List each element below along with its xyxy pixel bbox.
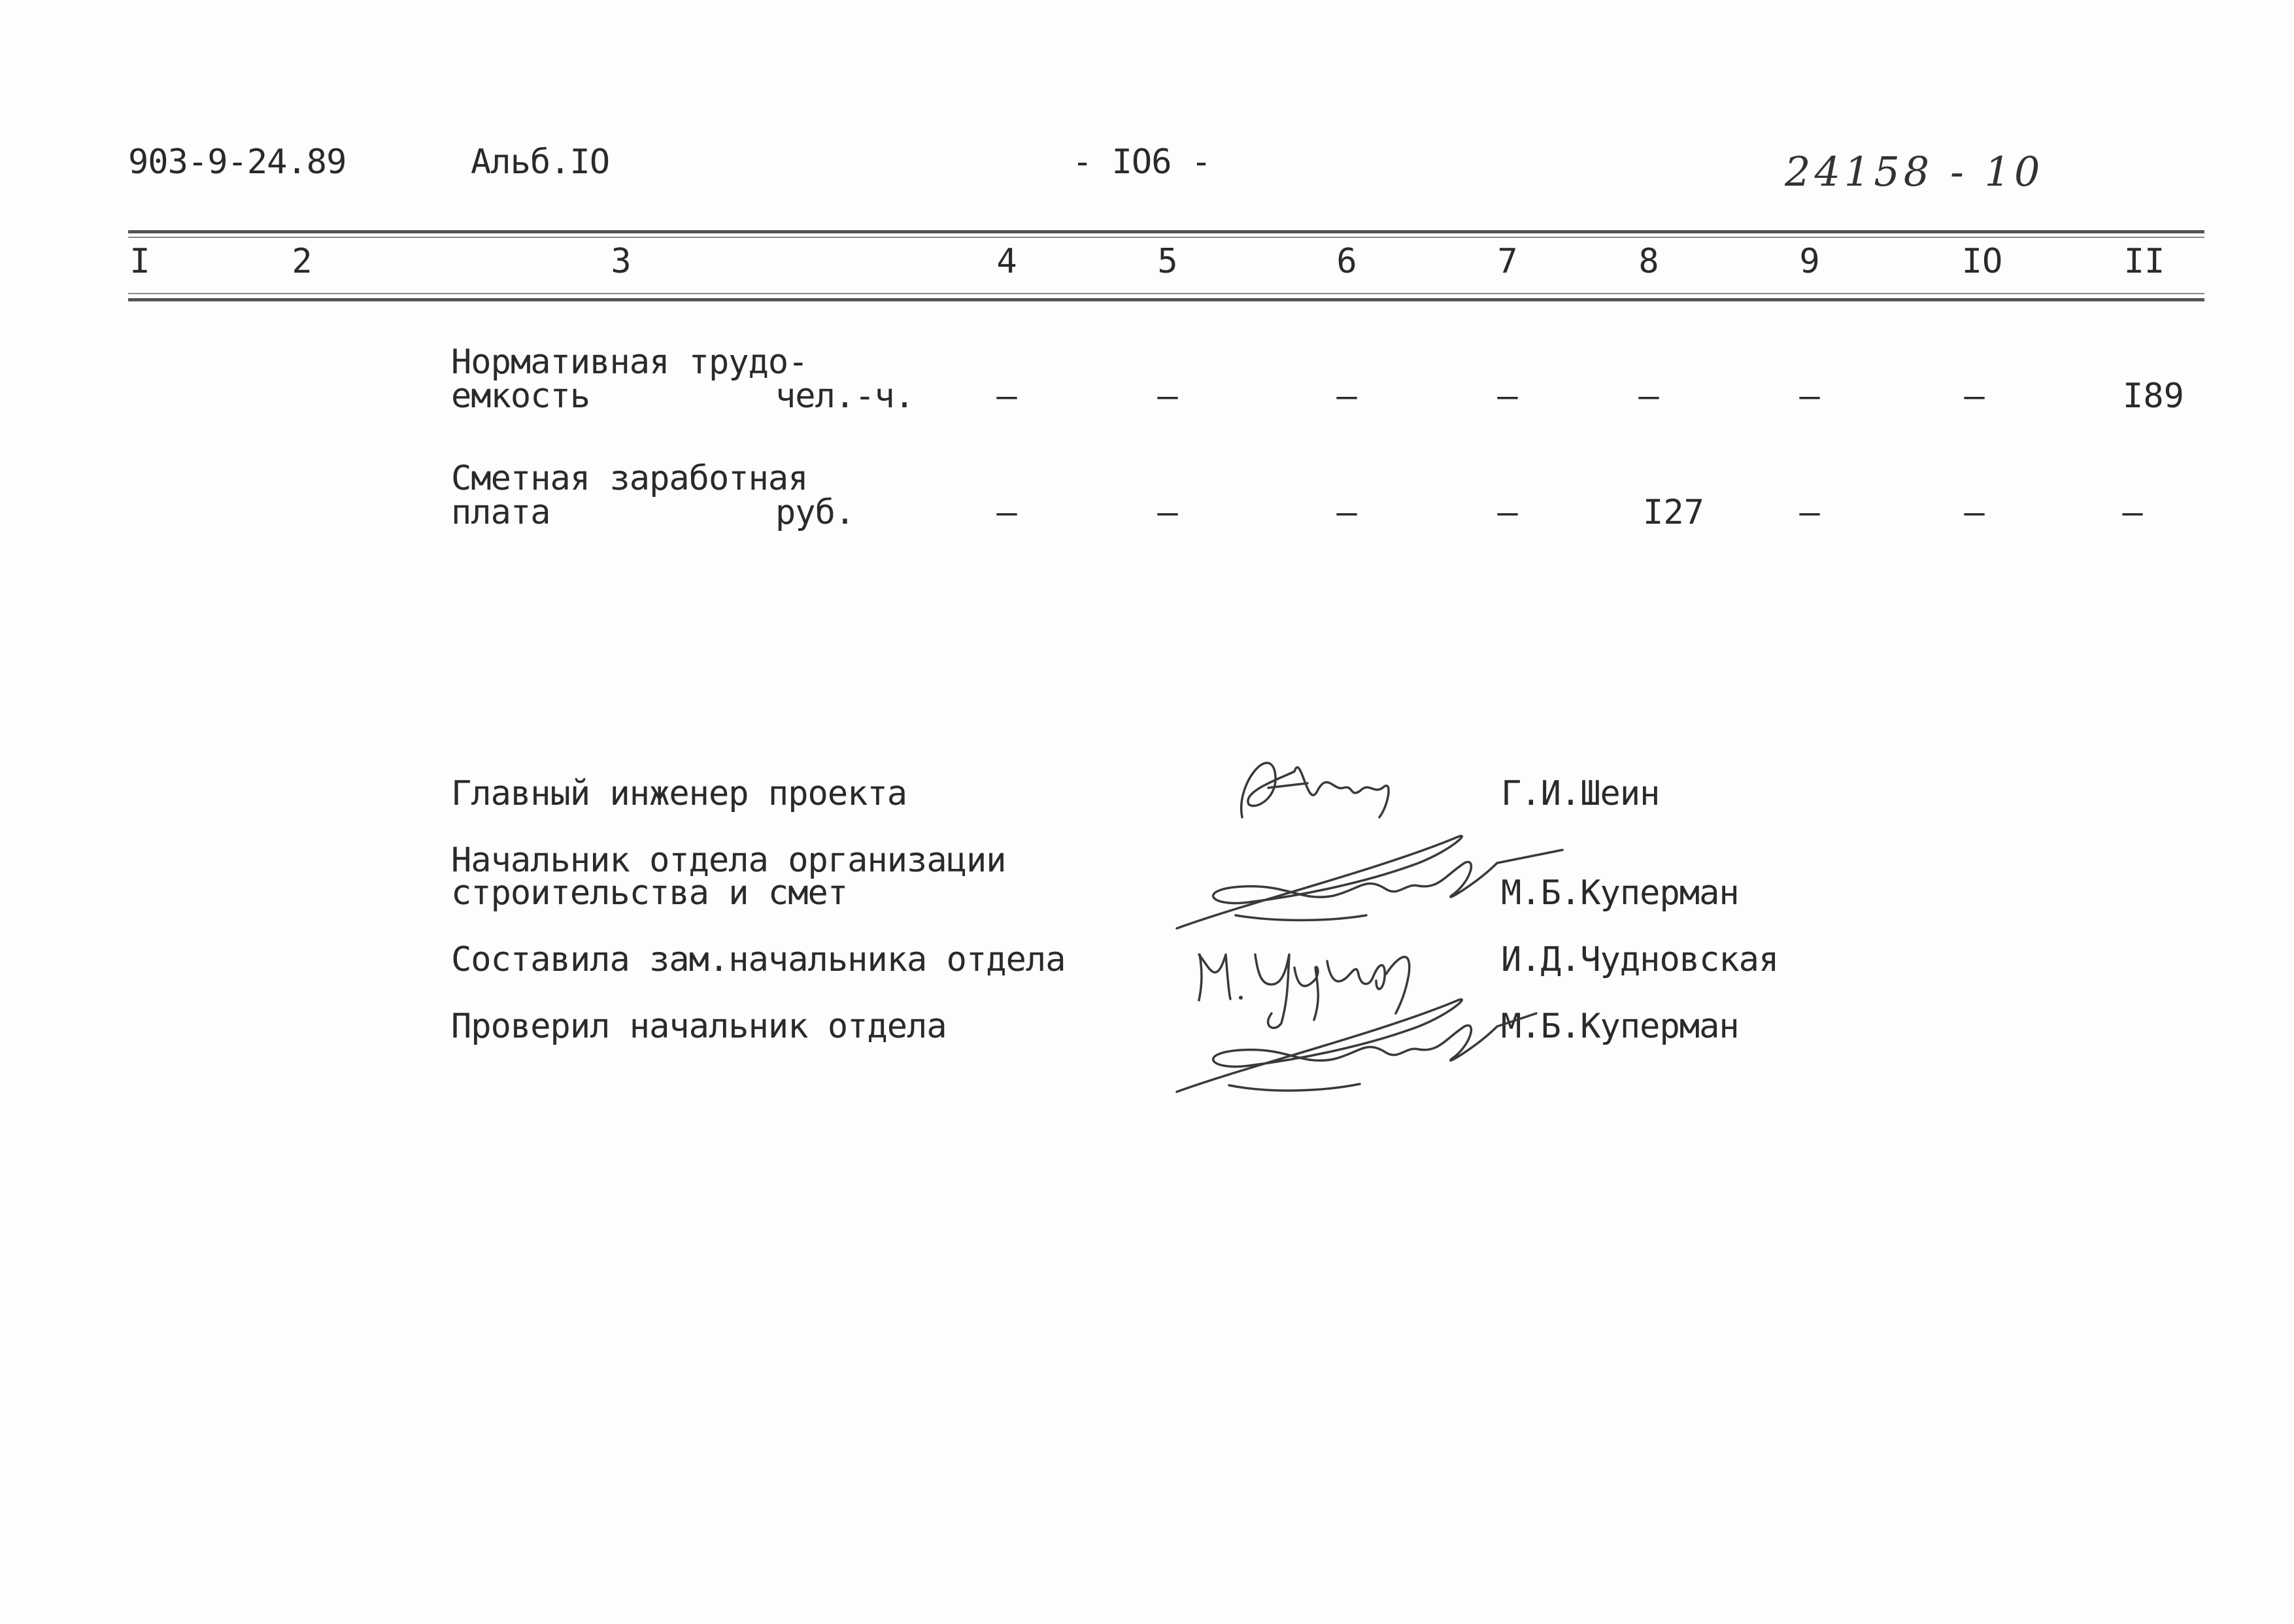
album-number: Альб.IO <box>471 143 610 182</box>
signature-shein <box>1229 732 1438 830</box>
row-label-line2: плата <box>451 493 550 532</box>
table-top-rule <box>128 230 2204 233</box>
cell-value: – <box>1497 493 1518 532</box>
signatory-name: М.Б.Куперман <box>1501 1007 1739 1046</box>
inventory-number: 24158 - 10 <box>1785 148 2044 195</box>
cell-value: – <box>1638 377 1659 416</box>
column-number: 3 <box>611 242 632 281</box>
row-unit: чел.-ч. <box>775 377 915 416</box>
column-number: II <box>2123 242 2165 281</box>
cell-value: – <box>996 493 1017 532</box>
cell-value: – <box>1157 377 1178 416</box>
cell-value: – <box>1336 377 1357 416</box>
signatory-role: строительства и смет <box>451 873 848 913</box>
signatory-name: И.Д.Чудновская <box>1501 940 1779 979</box>
cell-value: I89 <box>2123 377 2184 416</box>
column-number: 5 <box>1157 242 1178 281</box>
cell-value: – <box>1964 493 1985 532</box>
column-number: 8 <box>1638 242 1659 281</box>
column-number: I <box>129 242 150 281</box>
row-label-line1: Сметная заработная <box>451 459 808 498</box>
cell-value: I27 <box>1643 493 1704 532</box>
signature-kuperman-2 <box>1170 987 1589 1098</box>
table-header-rule-inner <box>128 293 2204 294</box>
cell-value: – <box>1964 377 1985 416</box>
document-code: 903-9-24.89 <box>128 143 346 182</box>
column-number: 4 <box>996 242 1017 281</box>
column-number: 2 <box>292 242 312 281</box>
cell-value: – <box>1799 493 1820 532</box>
row-unit: руб. <box>775 493 855 532</box>
page-number: - IO6 - <box>1072 143 1211 182</box>
cell-value: – <box>996 377 1017 416</box>
signatory-role: Главный инженер проекта <box>451 774 907 813</box>
signatory-name: Г.И.Шеин <box>1501 774 1660 813</box>
cell-value: – <box>1497 377 1518 416</box>
cell-value: – <box>1799 377 1820 416</box>
column-number: IO <box>1961 242 2003 281</box>
cell-value: – <box>1336 493 1357 532</box>
table-top-rule-inner <box>128 237 2204 238</box>
signatory-role: Составила зам.начальника отдела <box>451 940 1066 979</box>
table-header-rule <box>128 298 2204 301</box>
row-label-line1: Нормативная трудо- <box>451 343 808 382</box>
column-number: 7 <box>1497 242 1518 281</box>
column-number: 9 <box>1799 242 1820 281</box>
row-label-line2: емкость <box>451 377 590 416</box>
signatory-name: М.Б.Куперман <box>1501 873 1739 913</box>
signatory-role: Проверил начальник отдела <box>451 1007 947 1046</box>
cell-value: – <box>2122 493 2143 532</box>
column-number: 6 <box>1336 242 1357 281</box>
signatory-role: Начальник отдела организации <box>451 841 1006 880</box>
cell-value: – <box>1157 493 1178 532</box>
